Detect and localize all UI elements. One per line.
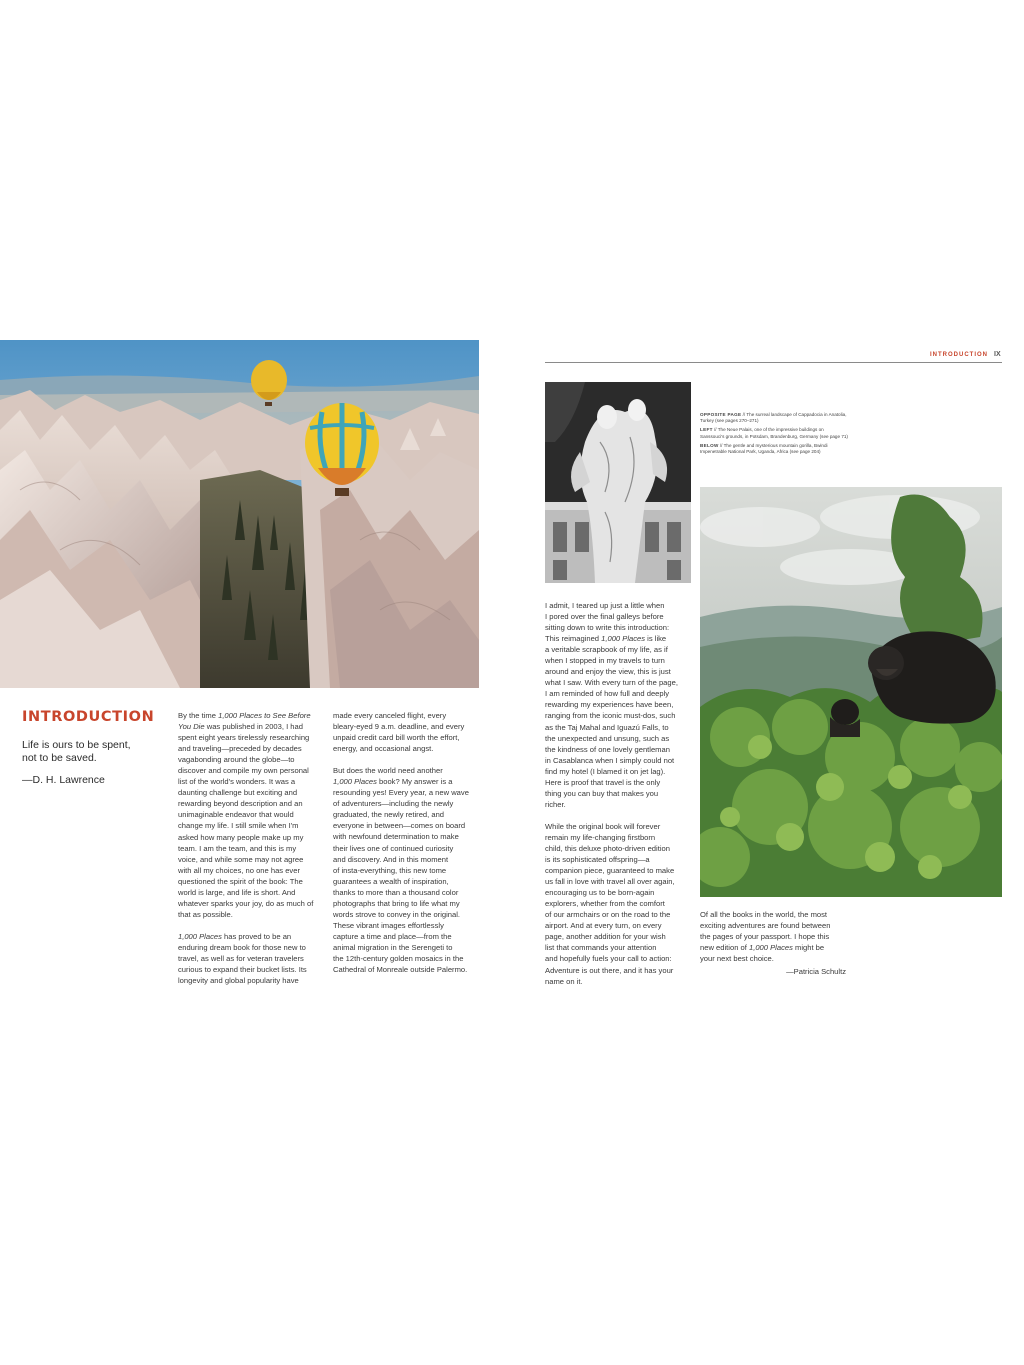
- text-line: new edition of 1,000 Places might be: [700, 943, 825, 953]
- text-line: Here is proof that travel is the only: [545, 777, 661, 787]
- text-line: the 12th-century golden mosaics in the: [333, 953, 464, 963]
- body-paragraph: [545, 600, 695, 810]
- text-line: name on it.: [545, 976, 583, 986]
- text-line: the pages of your passport. I hope this: [700, 932, 830, 942]
- text-line: their lives one of continued curiosity: [333, 843, 454, 853]
- text-line: voice, and while some may not agree: [178, 854, 304, 864]
- epigraph-quote: [22, 739, 162, 765]
- body-paragraph: [700, 909, 850, 964]
- text-line: graduated, the newly retired, and: [333, 810, 445, 820]
- text-line: and discovery. And in this moment: [333, 854, 449, 864]
- text-line: a veritable scrapbook of my life, as if: [545, 645, 668, 655]
- text-line: and traveling—preceded by decades: [178, 744, 302, 754]
- text-line: 1,000 Places has proved to be an: [178, 931, 292, 941]
- epigraph-line: not to be saved.: [22, 752, 97, 764]
- text-line: whatever sparks your joy, do as much of: [178, 898, 314, 908]
- page-number: IX: [994, 351, 1001, 358]
- text-line: in Casablanca when I simply could not: [545, 755, 675, 765]
- text-line: photographs that bring to life what my: [333, 898, 460, 908]
- text-line: with all my choices, no one has ever: [178, 865, 300, 875]
- text-line: companion piece, guaranteed to make: [545, 866, 675, 876]
- text-line: discover and compile my own personal: [178, 766, 309, 776]
- section-title: INTRODUCTION: [22, 709, 155, 725]
- book-title: You Die: [178, 722, 205, 732]
- statue-photo: [545, 382, 691, 583]
- text-line: airport. And at every turn, on every: [545, 921, 662, 931]
- text-line: I pored over the final galleys before: [545, 612, 664, 622]
- text-line: 1,000 Places book? My answer is a: [333, 777, 453, 787]
- text-line: spent eight years tirelessly researching: [178, 733, 310, 743]
- text-line: These vibrant images effortlessly: [333, 920, 444, 930]
- text-line: travel, as well as for veteran travelers: [178, 953, 304, 963]
- text-line: You Die was published in 2003, I had: [178, 722, 303, 732]
- body-column: [545, 600, 695, 998]
- text-line: with newfound determination to make: [333, 832, 459, 842]
- text-line: change my life. I still smile when I'm: [178, 821, 299, 831]
- text-line: Adventure is out there, and it has your: [545, 965, 674, 975]
- text-line: guarantees a wealth of inspiration,: [333, 876, 449, 886]
- text-line: find my hotel (I blamed it on jet lag).: [545, 766, 666, 776]
- body-column: [178, 710, 328, 997]
- text-line: when I stopped in my travels to turn: [545, 656, 665, 666]
- text-line: resounding yes! Every year, a new wave: [333, 788, 469, 798]
- text-line: curious to expand their bucket lists. Its: [178, 965, 307, 975]
- body-paragraph: [545, 821, 695, 987]
- text-line: exciting adventures are found between: [700, 921, 831, 931]
- gorilla-photo: [700, 487, 1002, 897]
- epigraph-line: Life is ours to be spent,: [22, 739, 131, 751]
- text-line: richer.: [545, 799, 566, 809]
- text-line: bleary-eyed 9 a.m. deadline, and every: [333, 722, 465, 732]
- text-line: enduring dream book for those new to: [178, 942, 306, 952]
- epigraph-author: —D. H. Lawrence: [22, 774, 105, 786]
- text-line: list of the world's wonders. It was a: [178, 777, 296, 787]
- text-line: unimaginable endeavor that would: [178, 810, 294, 820]
- book-title: 1,000 Places to See Before: [218, 711, 311, 720]
- text-line: made every canceled flight, every: [333, 711, 447, 720]
- text-line: thanks to more than a thousand color: [333, 887, 459, 897]
- body-paragraph: [333, 710, 483, 754]
- text-line: sitting down to write this introduction:: [545, 623, 670, 633]
- text-line: everyone in between—comes on board: [333, 821, 466, 831]
- text-line: rewarding beyond description and an: [178, 799, 303, 809]
- text-line: around and enjoy the view, this is just: [545, 667, 671, 677]
- text-line: encouraging us to be born-again: [545, 888, 655, 898]
- text-line: page, another addition for your wish: [545, 932, 666, 942]
- body-paragraph: [178, 931, 328, 986]
- body-column: [333, 710, 483, 986]
- body-column: [700, 909, 850, 975]
- text-line: vagabonding around the globe—to: [178, 755, 295, 765]
- text-line: the unexpected and unsung, such as: [545, 733, 670, 743]
- text-line: that as possible.: [178, 909, 233, 919]
- book-title: 1,000 Places: [333, 777, 377, 787]
- text-line: team. I am the team, and this is my: [178, 843, 297, 853]
- caption-opposite-page: OPPOSITE PAGE // The surreal landscape of Cappadocia in Anatolia, Turkey (see pages 270–271): [700, 412, 847, 424]
- text-line: questioned the spirit of the book: The: [178, 876, 303, 886]
- text-line: Cathedral of Monreale outside Palermo.: [333, 965, 468, 975]
- text-line: your next best choice.: [700, 954, 774, 964]
- header-rule: [545, 362, 1002, 363]
- text-line: of adventurers—including the newly: [333, 799, 454, 809]
- text-line: what I saw. With every turn of the page,: [545, 678, 678, 688]
- text-line: the kindness of one lovely gentleman: [545, 744, 670, 754]
- text-line: I am reminded of how full and deeply: [545, 689, 670, 699]
- text-line: unpaid credit card bill worth the effort,: [333, 733, 460, 743]
- text-line: thing you can buy that makes you: [545, 788, 659, 798]
- text-line: child, this deluxe photo-driven edition: [545, 843, 670, 853]
- text-line: energy, and occasional angst.: [333, 744, 434, 754]
- book-title: 1,000 Places: [178, 931, 222, 941]
- text-line: animal migration in the Serengeti to: [333, 942, 453, 952]
- text-line: us fall in love with travel all over again,: [545, 877, 675, 887]
- caption-below: BELOW // The gentle and mysterious mountain gorilla, Bwindi Impenetrable National Park, Uganda, Africa (see page 204): [700, 442, 828, 455]
- text-line: words strove to convey in the original.: [333, 909, 461, 919]
- text-line: Of all the books in the world, the most: [700, 910, 828, 919]
- body-paragraph: [178, 710, 328, 920]
- text-line: remain my life-changing firstborn: [545, 832, 656, 842]
- cappadocia-photo: [0, 340, 479, 688]
- text-line: daunting challenge but exciting and: [178, 788, 298, 798]
- text-line: By the time 1,000 Places to See Before: [178, 711, 311, 720]
- text-line: I admit, I teared up just a little when: [545, 601, 665, 610]
- text-line: world is large, and life is short. And: [178, 887, 296, 897]
- photo-captions: [700, 412, 848, 458]
- text-line: of our armchairs or on the road to the: [545, 910, 671, 920]
- author-signature: —Patricia Schultz: [786, 967, 846, 976]
- text-line: capture a time and place—from the: [333, 931, 452, 941]
- text-line: asked how many people make up my: [178, 832, 304, 842]
- text-line: rewarding my experiences have been,: [545, 700, 674, 710]
- text-line: longevity and global popularity have: [178, 976, 299, 986]
- text-line: ranging from the iconic must-dos, such: [545, 711, 676, 721]
- text-line: is its sophisticated offspring—a: [545, 855, 650, 865]
- text-line: But does the world need another: [333, 766, 443, 776]
- text-line: and hopefully fuels your call to action:: [545, 954, 672, 964]
- text-line: of insta-everything, this new tome: [333, 865, 447, 875]
- body-paragraph: [333, 765, 483, 975]
- book-title: 1,000 Places: [748, 943, 793, 953]
- running-head: INTRODUCTION: [930, 352, 988, 358]
- text-line: This reimagined 1,000 Places is like: [545, 634, 667, 644]
- text-line: explorers, whether from the comfort: [545, 899, 665, 909]
- caption-left: LEFT // The Neue Palais, one of the impressive buildings on Sanssouci's grounds, in Potsdam, Brandenburg, Germany (see page 71): [700, 427, 848, 439]
- text-line: as the Taj Mahal and Iguazú Falls, to: [545, 722, 669, 732]
- text-line: list that commands your attention: [545, 943, 657, 953]
- text-line: While the original book will forever: [545, 821, 661, 831]
- book-title: 1,000 Places: [601, 634, 646, 644]
